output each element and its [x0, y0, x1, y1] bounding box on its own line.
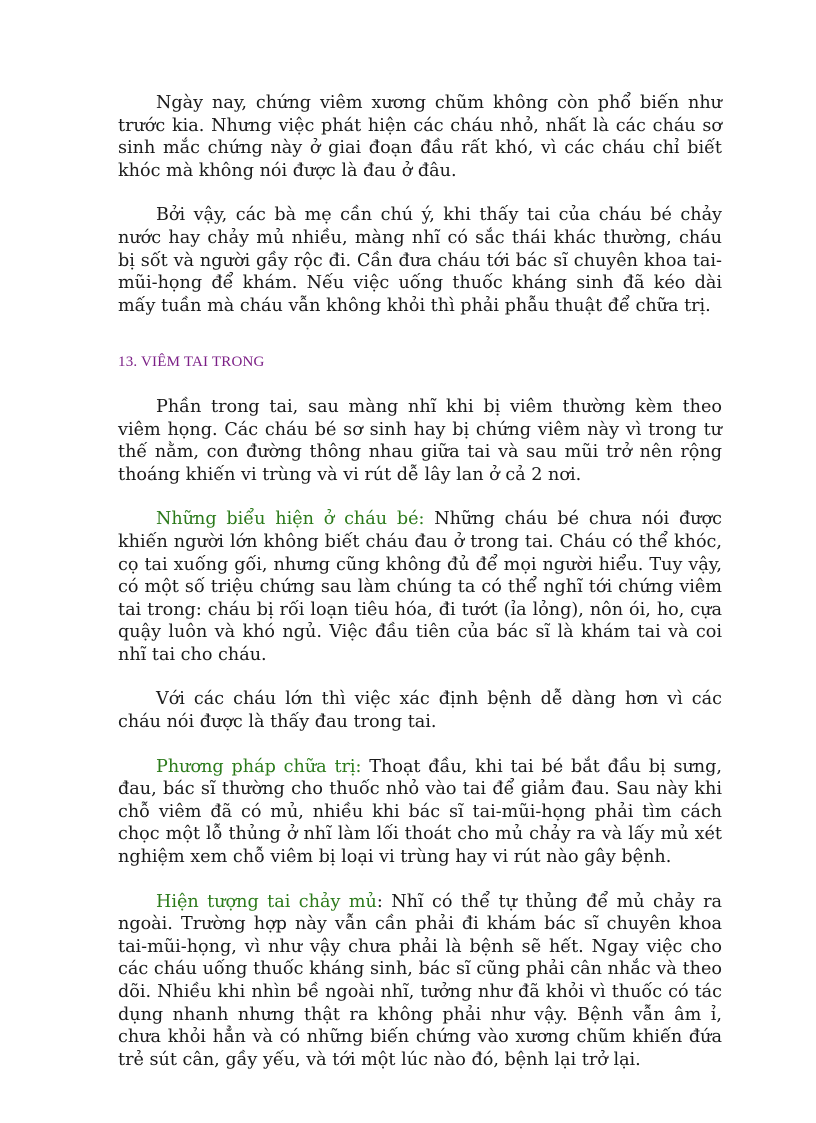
paragraph-ear-discharge	[118, 891, 722, 1072]
text-treatment: Thoạt đầu, khi tai bé bắt đầu bị sưng, đau, bác sĩ thường cho thuốc nhỏ vào tai để giảm đau. Sau này khi chỗ viêm đã có mủ, nhiều khi bác sĩ tai-mũi-họng phải tìm cách chọc một lỗ thủng ở nhĩ làm lối thoát cho mủ chảy ra và lấy mủ xét nghiệm xem chỗ viêm bị loại vi trùng hay vi rút nào gây bệnh.	[118, 756, 722, 868]
paragraph-mastoiditis-intro: Ngày nay, chứng viêm xương chũm không còn phổ biến như trước kia. Nhưng việc phát hiện các cháu nhỏ, nhất là các cháu sơ sinh mắc chứng này ở giai đoạn đầu rất khó, vì các cháu chỉ biết khóc mà không nói được là đau ở đâu.	[118, 93, 722, 181]
paragraph-signs	[118, 508, 722, 666]
text-discharge: : Nhĩ có thể tự thủng để mủ chảy ra ngoài. Trường hợp này vẫn cần phải đi khám bác sĩ chuyên khoa tai-mũi-họng, vì như vậy chưa phải là bệnh sẽ hết. Ngay việc cho các cháu uống thuốc kháng sinh, bác sĩ cũng phải cân nhắc và theo dõi. Nhiều khi nhìn bề ngoài nhĩ, tưởng như đã khỏi vì thuốc có tác dụng nhanh nhưng thật ra không phải như vậy. Bệnh vẫn âm ỉ, chưa khỏi hẳn và có những biến chứng vào xương chũm khiến đứa trẻ sút cân, gầy yếu, và tới một lúc nào đó, bệnh lại trở lại.	[118, 891, 722, 1070]
paragraph-treatment	[118, 756, 722, 869]
text-signs: Những cháu bé chưa nói được khiến người lớn không biết cháu đau ở trong tai. Cháu có thể khóc, cọ tai xuống gối, nhưng cũng không đủ để mọi người hiểu. Tuy vậy, có một số triệu chứng sau làm chúng ta có thể nghĩ tới chứng viêm tai trong: cháu bị rối loạn tiêu hóa, đi tướt (ỉa lỏng), nôn ói, ho, cựa quậy luôn và khó ngủ. Việc đầu tiên của bác sĩ là khám tai và coi nhĩ tai cho cháu.	[118, 509, 722, 665]
paragraph-older-children: Với các cháu lớn thì việc xác định bệnh dễ dàng hơn vì các cháu nói được là thấy đau trong tai.	[118, 689, 722, 733]
lead-signs: Những biểu hiện ở cháu bé:	[156, 509, 425, 530]
paragraph-mastoiditis-advice: Bởi vậy, các bà mẹ cần chú ý, khi thấy tai của cháu bé chảy nước hay chảy mủ nhiều, màng nhĩ có sắc thái khác thường, cháu bị sốt và người gầy rộc đi. Cần đưa cháu tới bác sĩ chuyên khoa tai-mũi-họng để khám. Nếu việc uống thuốc kháng sinh đã kéo dài mấy tuần mà cháu vẫn không khỏi thì phải phẫu thuật để chữa trị.	[118, 205, 722, 316]
document-page	[118, 92, 722, 1093]
lead-treatment: Phương pháp chữa trị:	[156, 756, 362, 777]
lead-discharge: Hiện tượng tai chảy mủ	[156, 891, 377, 912]
paragraph-inner-ear-intro: Phần trong tai, sau màng nhĩ khi bị viêm thường kèm theo viêm họng. Các cháu bé sơ sinh hay bị chứng viêm này vì trong tư thế nằm, con đường thông nhau giữa tai và sau mũi trở nên rộng thoáng khiến vi trùng và vi rút dễ lây lan ở cả 2 nơi.	[118, 396, 722, 485]
section-heading: 13. VIÊM TAI TRONG	[118, 354, 265, 371]
